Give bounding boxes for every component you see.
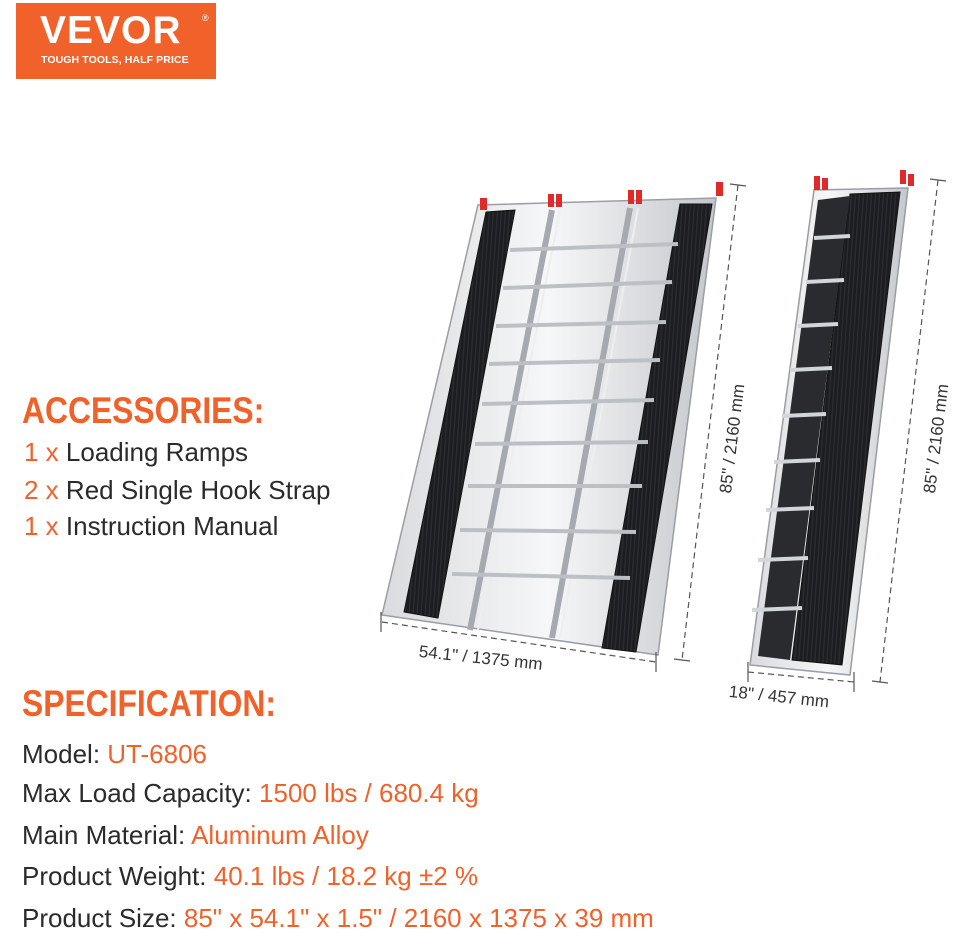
spec-label: Product Size: [22, 903, 177, 933]
spec-row-weight [22, 863, 478, 889]
accessory-qty: 2 x [24, 475, 59, 505]
folded-length-label: 85" / 2160 mm [920, 382, 953, 495]
accessory-item [24, 439, 248, 465]
spec-label: Max Load Capacity: [22, 778, 252, 808]
accessories-heading: ACCESSORIES: [22, 390, 265, 431]
spec-row-size [22, 905, 654, 931]
spec-value: 40.1 lbs / 18.2 kg ±2 % [213, 861, 479, 891]
spec-label: Product Weight: [22, 861, 207, 891]
spec-row-material [22, 822, 369, 848]
spec-label: Main Material: [22, 820, 186, 850]
brand-tagline: TOUGH TOOLS, HALF PRICE [41, 54, 189, 66]
registered-mark: ® [202, 13, 209, 23]
spec-value: UT-6806 [107, 739, 208, 769]
accessory-name: Red Single Hook Strap [65, 475, 331, 505]
accessory-qty: 1 x [24, 511, 59, 541]
folded-width-label: 18" / 457 mm [728, 682, 830, 712]
accessory-name: Instruction Manual [65, 511, 279, 541]
accessory-name: Loading Ramps [65, 437, 249, 467]
brand-name: VEVOR [40, 9, 182, 52]
ramp-illustration [360, 160, 946, 720]
accessory-item [24, 513, 278, 539]
specification-heading: SPECIFICATION: [22, 683, 276, 724]
spec-row-model [22, 741, 207, 767]
spec-row-max-load [22, 780, 479, 806]
spec-value: 1500 lbs / 680.4 kg [259, 778, 479, 808]
accessory-qty: 1 x [24, 437, 59, 467]
spec-value: Aluminum Alloy [191, 820, 369, 850]
accessory-item [24, 477, 330, 503]
spec-value: 85" x 54.1" x 1.5" / 2160 x 1375 x 39 mm [183, 903, 654, 933]
brand-logo [16, 3, 216, 79]
open-width-label: 54.1" / 1375 mm [418, 642, 544, 674]
open-length-label: 85" / 2160 mm [716, 382, 749, 495]
unfolded-ramp [382, 182, 723, 655]
spec-label: Model: [22, 739, 101, 769]
